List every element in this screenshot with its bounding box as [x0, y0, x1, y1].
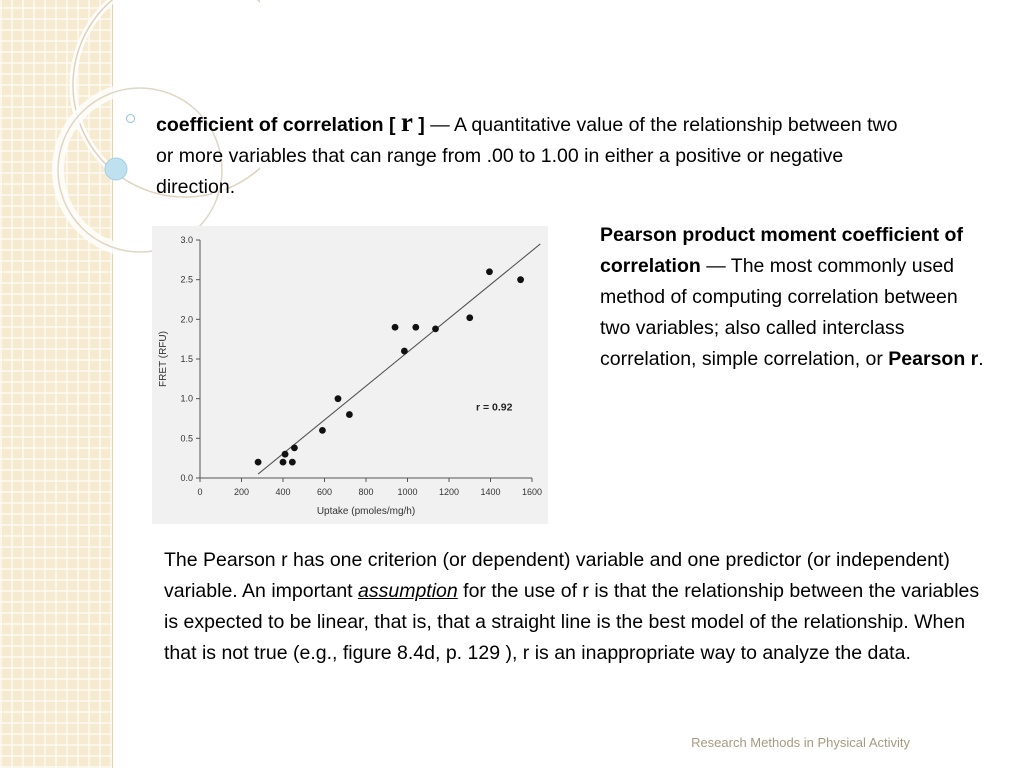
- pearson-period: .: [978, 348, 984, 370]
- x-tick-label: 0: [197, 487, 203, 497]
- y-tick-label: 0.0: [180, 473, 193, 483]
- data-point: [466, 314, 473, 321]
- x-tick-label: 400: [275, 487, 291, 497]
- data-point: [346, 411, 353, 418]
- y-tick-label: 1.0: [180, 393, 193, 404]
- data-point: [412, 324, 419, 331]
- pearson-assumption-paragraph: [164, 545, 994, 669]
- data-point: [282, 451, 289, 458]
- pearson-r-term: Pearson r: [888, 348, 979, 370]
- definition-close: ]: [418, 114, 425, 136]
- data-point: [392, 324, 399, 331]
- definition-text: [156, 107, 916, 203]
- data-point: [432, 325, 439, 332]
- data-point: [255, 459, 262, 466]
- x-tick-label: 1000: [397, 487, 418, 497]
- definition-dash: —: [430, 114, 450, 136]
- x-tick-label: 1200: [438, 487, 460, 497]
- definition-body: A quantitative value of the relationship between two or more variables that can range from .00 to 1.00 in either a positive or negative direction.: [156, 114, 898, 198]
- definition-symbol: r: [400, 107, 413, 137]
- data-point: [319, 427, 326, 434]
- decorative-bubble: [105, 158, 127, 180]
- data-point: [335, 395, 342, 402]
- y-tick-label: 1.5: [180, 354, 193, 364]
- x-tick-label: 1600: [521, 487, 543, 497]
- bullet-icon: [126, 114, 135, 123]
- x-tick-label: 600: [316, 487, 333, 497]
- data-point: [401, 348, 408, 355]
- y-tick-label: 0.5: [180, 433, 193, 444]
- data-point: [291, 444, 298, 451]
- x-axis-label: Uptake (pmoles/mg/h): [316, 506, 416, 517]
- data-point: [517, 276, 524, 283]
- scatter-plot-svg: [152, 226, 548, 524]
- footer-text: Research Methods in Physical Activity: [691, 735, 910, 750]
- assumption-link[interactable]: assumption: [358, 580, 458, 602]
- x-tick-label: 800: [358, 487, 374, 497]
- pearson-dash: —: [706, 255, 726, 277]
- pearson-term: Pearson product moment coefficient of correlation: [600, 224, 963, 277]
- trend-line: [258, 244, 540, 474]
- y-tick-label: 2.0: [180, 314, 193, 325]
- y-axis-label: FRET (RFU): [158, 331, 169, 387]
- paragraph-after: for the use of r is that the relationship between the variables is expected to be linear, that is, that a straight line is the best model of the relationship. When that is not true (e.g., figure 8.4d, p. 129 ), r is an inappropriate way to analyze the data.: [164, 580, 980, 664]
- pearson-definition: [600, 220, 990, 375]
- x-tick-label: 1400: [480, 487, 501, 497]
- x-tick-label: 200: [233, 487, 250, 497]
- correlation-annotation: r = 0.92: [475, 401, 513, 414]
- y-tick-label: 2.5: [180, 274, 193, 285]
- scatter-chart: [152, 226, 548, 524]
- data-point: [289, 459, 296, 466]
- data-point: [486, 268, 493, 275]
- y-tick-label: 3.0: [180, 235, 193, 245]
- definition-term: coefficient of correlation [: [156, 114, 396, 136]
- data-point: [280, 459, 287, 466]
- pearson-body: The most commonly used method of computing correlation between two variables; also called interclass correlation, simple correlation, or: [600, 255, 958, 370]
- paragraph-before: The Pearson r has one criterion (or dependent) variable and one predictor (or independent) variable. An important: [164, 549, 950, 602]
